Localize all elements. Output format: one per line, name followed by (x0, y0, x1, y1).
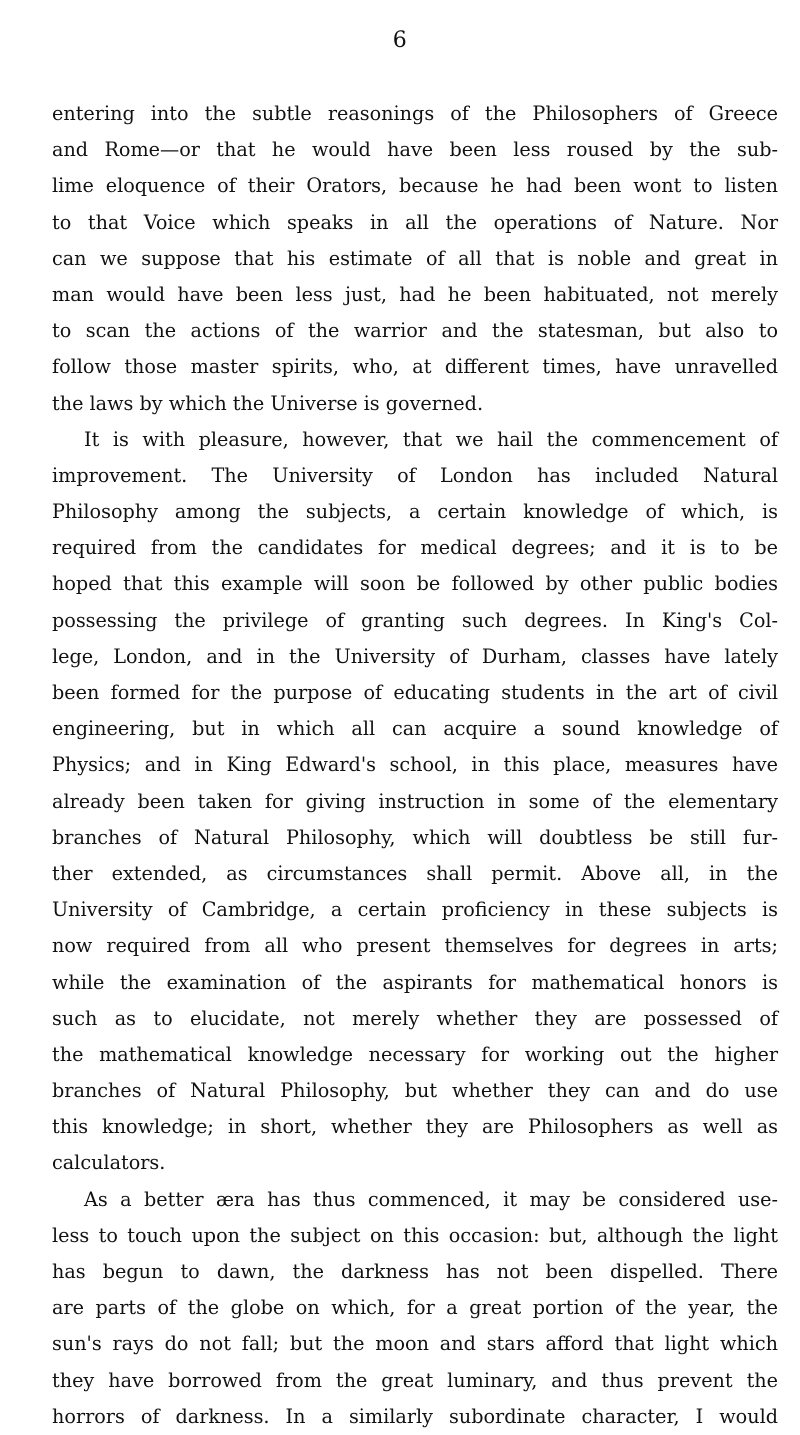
text-line: less to touch upon the subject on this occasion: but, although the light (52, 1223, 778, 1247)
text-line: entering into the subtle reasonings of the Philosophers of Greece (52, 102, 778, 125)
text-line: to that Voice which speaks in all the operations of Nature. Nor (52, 210, 778, 234)
text-line: can we suppose that his estimate of all that is noble and great in (52, 246, 778, 270)
text-line: branches of Natural Philosophy, but whether they can and do use (52, 1079, 778, 1103)
text-line: required from the candidates for medical degrees; and it is to be (52, 536, 778, 560)
text-line: such as to elucidate, not merely whether they are possessed of (52, 1006, 778, 1030)
text-line: man would have been less just, had he been habituated, not merely (52, 282, 778, 306)
text-line: this knowledge; in short, whether they are Philosophers as well as (52, 1115, 778, 1139)
text-line: the mathematical knowledge necessary for working out the higher (52, 1042, 778, 1066)
text-line: horrors of darkness. In a similarly subordinate character, I would (52, 1404, 778, 1428)
text-line: sun's rays do not fall; but the moon and stars afford that light which (52, 1332, 778, 1356)
text-line: It is with pleasure, however, that we hail the commencement of (84, 427, 778, 451)
text-line: are parts of the globe on which, for a great portion of the year, the (52, 1296, 778, 1320)
text-line: As a better æra has thus commenced, it may be considered use- (84, 1187, 778, 1211)
text-line: now required from all who present themselves for degrees in arts; (52, 934, 778, 958)
text-line: branches of Natural Philosophy, which will doubtless be still fur- (52, 825, 778, 849)
text-line: engineering, but in which all can acquire a sound knowledge of (52, 717, 778, 741)
text-line: ther extended, as circumstances shall permit. Above all, in the (52, 861, 778, 885)
text-line: follow those master spirits, who, at different times, have unravelled (52, 355, 778, 379)
text-line: hoped that this example will soon be followed by other public bodies (52, 572, 778, 596)
page-number: 6 (392, 28, 408, 53)
body-text (52, 96, 778, 1435)
text-line: already been taken for giving instruction in some of the elementary (52, 789, 778, 813)
text-line: calculators. (52, 1151, 166, 1175)
text-line: they have borrowed from the great luminary, and thus prevent the (52, 1368, 778, 1392)
text-line: lege, London, and in the University of Durham, classes have lately (52, 644, 778, 668)
text-line: Physics; and in King Edward's school, in this place, measures have (52, 753, 778, 777)
text-line: the laws by which the Universe is governed. (52, 391, 484, 415)
text-line: been formed for the purpose of educating students in the art of civil (52, 681, 778, 704)
text-line: Philosophy among the subjects, a certain knowledge of which, is (52, 500, 778, 524)
text-line: improvement. The University of London has included Natural (52, 463, 778, 487)
text-line: to scan the actions of the warrior and the statesman, but also to (52, 319, 778, 343)
text-line: possessing the privilege of granting such degrees. In King's Col- (52, 608, 778, 632)
text-line: and Rome—or that he would have been less roused by the sub- (52, 138, 778, 162)
text-line: while the examination of the aspirants for mathematical honors is (52, 970, 778, 994)
text-line: University of Cambridge, a certain proficiency in these subjects is (52, 898, 778, 922)
text-line: lime eloquence of their Orators, because he had been wont to listen (52, 174, 778, 198)
text-line: has begun to dawn, the darkness has not been dispelled. There (52, 1260, 778, 1283)
